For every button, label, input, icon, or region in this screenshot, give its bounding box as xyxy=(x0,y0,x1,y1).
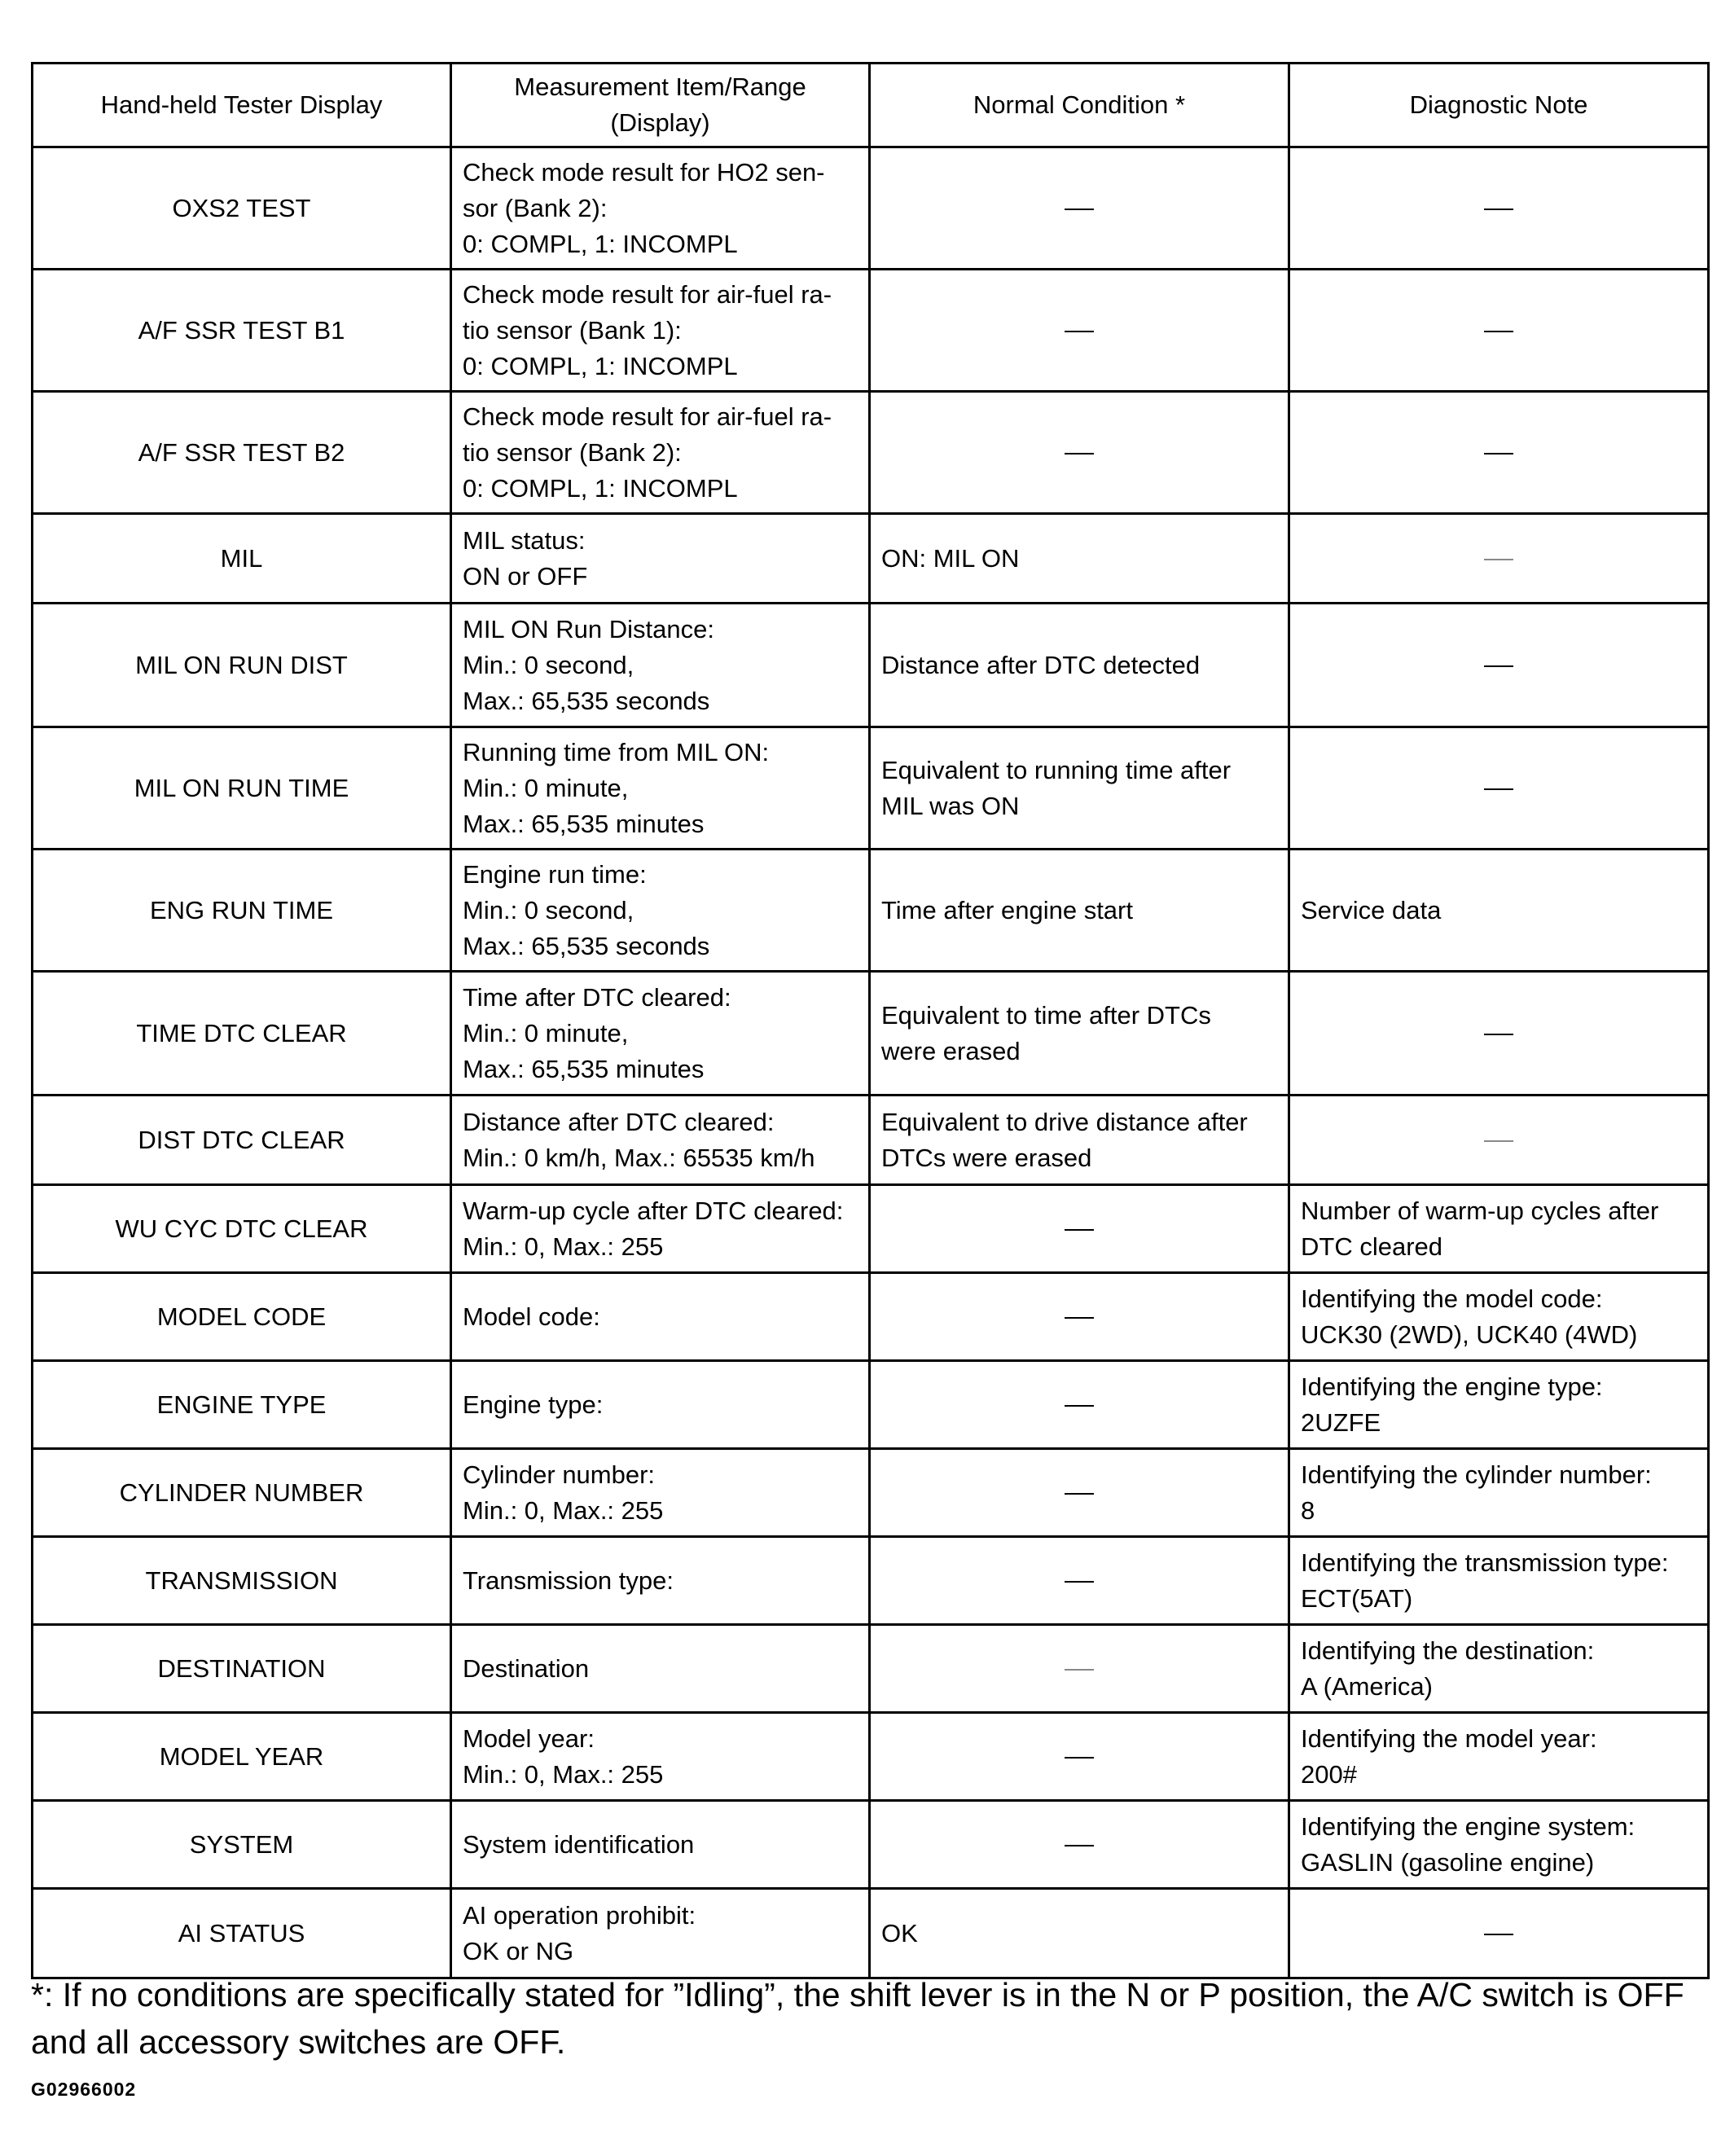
table-row xyxy=(33,1449,1709,1537)
cell-normal-condition: Equivalent to drive distance after DTCs were erased xyxy=(870,1096,1289,1185)
table-row xyxy=(33,1185,1709,1273)
cell-normal-condition: Distance after DTC detected xyxy=(870,604,1289,727)
cell-diagnostic-note xyxy=(1289,972,1709,1096)
cell-tester-display: MODEL CODE xyxy=(33,1273,451,1361)
cell-measurement-range: Check mode result for HO2 sen- sor (Bank 2): 0: COMPL, 1: INCOMPL xyxy=(451,147,870,270)
cell-tester-display: MIL ON RUN TIME xyxy=(33,727,451,850)
table-row xyxy=(33,604,1709,727)
cell-tester-display: WU CYC DTC CLEAR xyxy=(33,1185,451,1273)
cell-tester-display: TIME DTC CLEAR xyxy=(33,972,451,1096)
cell-tester-display: A/F SSR TEST B2 xyxy=(33,392,451,514)
cell-normal-condition xyxy=(870,147,1289,270)
header-diagnostic-note: Diagnostic Note xyxy=(1289,64,1709,147)
cell-measurement-range: Check mode result for air-fuel ra- tio sensor (Bank 2): 0: COMPL, 1: INCOMPL xyxy=(451,392,870,514)
cell-diagnostic-note: Number of warm-up cycles after DTC cleared xyxy=(1289,1185,1709,1273)
cell-measurement-range: Cylinder number: Min.: 0, Max.: 255 xyxy=(451,1449,870,1537)
cell-diagnostic-note: Identifying the model year: 200# xyxy=(1289,1713,1709,1801)
table-row xyxy=(33,392,1709,514)
table-row xyxy=(33,147,1709,270)
cell-tester-display: TRANSMISSION xyxy=(33,1537,451,1625)
cell-diagnostic-note: Identifying the engine type: 2UZFE xyxy=(1289,1361,1709,1449)
dash-mark xyxy=(1065,1845,1094,1846)
dash-mark xyxy=(1065,1757,1094,1759)
cell-normal-condition xyxy=(870,1361,1289,1449)
cell-measurement-range: Engine type: xyxy=(451,1361,870,1449)
dash-mark xyxy=(1065,1317,1094,1319)
cell-normal-condition: ON: MIL ON xyxy=(870,514,1289,604)
cell-diagnostic-note: Identifying the transmission type: ECT(5AT) xyxy=(1289,1537,1709,1625)
cell-measurement-range: Model code: xyxy=(451,1273,870,1361)
figure-id: G02966002 xyxy=(31,2079,137,2100)
cell-diagnostic-note xyxy=(1289,147,1709,270)
cell-normal-condition xyxy=(870,1449,1289,1537)
cell-diagnostic-note xyxy=(1289,392,1709,514)
cell-tester-display: DIST DTC CLEAR xyxy=(33,1096,451,1185)
header-tester-display: Hand-held Tester Display xyxy=(33,64,451,147)
table-row xyxy=(33,1889,1709,1978)
cell-tester-display: CYLINDER NUMBER xyxy=(33,1449,451,1537)
cell-measurement-range: System identification xyxy=(451,1801,870,1889)
dash-mark xyxy=(1484,1934,1513,1935)
cell-measurement-range: Check mode result for air-fuel ra- tio sensor (Bank 1): 0: COMPL, 1: INCOMPL xyxy=(451,270,870,392)
cell-diagnostic-note: Identifying the engine system: GASLIN (gasoline engine) xyxy=(1289,1801,1709,1889)
cell-diagnostic-note xyxy=(1289,604,1709,727)
dash-mark xyxy=(1065,453,1094,454)
cell-diagnostic-note xyxy=(1289,727,1709,850)
dash-mark xyxy=(1484,665,1513,667)
dash-mark xyxy=(1065,1493,1094,1495)
table-row xyxy=(33,1361,1709,1449)
table-container xyxy=(31,62,1707,1979)
footnote: *: If no conditions are specifically stated for ”Idling”, the shift lever is in the N or P position, the A/C switch is OFF and all accessory switches are OFF. xyxy=(31,1976,1684,2061)
cell-normal-condition xyxy=(870,1537,1289,1625)
dash-mark xyxy=(1065,1405,1094,1407)
table-row xyxy=(33,514,1709,604)
cell-tester-display: MODEL YEAR xyxy=(33,1713,451,1801)
table-header-row xyxy=(33,64,1709,147)
dash-mark xyxy=(1484,1034,1513,1035)
cell-measurement-range: Running time from MIL ON: Min.: 0 minute, Max.: 65,535 minutes xyxy=(451,727,870,850)
cell-normal-condition: Equivalent to time after DTCs were erased xyxy=(870,972,1289,1096)
table-row xyxy=(33,270,1709,392)
cell-normal-condition xyxy=(870,1801,1289,1889)
table-row xyxy=(33,1713,1709,1801)
dash-mark xyxy=(1065,1669,1094,1671)
dash-mark xyxy=(1484,453,1513,454)
table-row xyxy=(33,850,1709,972)
dash-mark xyxy=(1484,788,1513,790)
dash-mark xyxy=(1065,1581,1094,1583)
dash-mark xyxy=(1484,1140,1513,1142)
cell-diagnostic-note: Identifying the destination: A (America) xyxy=(1289,1625,1709,1713)
cell-diagnostic-note xyxy=(1289,270,1709,392)
dash-mark xyxy=(1065,209,1094,210)
cell-measurement-range: Distance after DTC cleared: Min.: 0 km/h, Max.: 65535 km/h xyxy=(451,1096,870,1185)
header-measurement-item: Measurement Item/Range (Display) xyxy=(451,64,870,147)
cell-normal-condition xyxy=(870,270,1289,392)
cell-tester-display: ENG RUN TIME xyxy=(33,850,451,972)
cell-diagnostic-note: Identifying the cylinder number: 8 xyxy=(1289,1449,1709,1537)
cell-diagnostic-note: Identifying the model code: UCK30 (2WD), UCK40 (4WD) xyxy=(1289,1273,1709,1361)
cell-measurement-range: Warm-up cycle after DTC cleared: Min.: 0, Max.: 255 xyxy=(451,1185,870,1273)
cell-normal-condition: Equivalent to running time after MIL was ON xyxy=(870,727,1289,850)
cell-normal-condition: Time after engine start xyxy=(870,850,1289,972)
cell-tester-display: MIL xyxy=(33,514,451,604)
cell-normal-condition xyxy=(870,1185,1289,1273)
table-row xyxy=(33,727,1709,850)
table-row xyxy=(33,972,1709,1096)
cell-measurement-range: Engine run time: Min.: 0 second, Max.: 65,535 seconds xyxy=(451,850,870,972)
cell-tester-display: OXS2 TEST xyxy=(33,147,451,270)
dash-mark xyxy=(1484,209,1513,210)
cell-tester-display: MIL ON RUN DIST xyxy=(33,604,451,727)
cell-measurement-range: Time after DTC cleared: Min.: 0 minute, Max.: 65,535 minutes xyxy=(451,972,870,1096)
table-row xyxy=(33,1096,1709,1185)
cell-normal-condition xyxy=(870,392,1289,514)
cell-tester-display: AI STATUS xyxy=(33,1889,451,1978)
header-normal-condition: Normal Condition * xyxy=(870,64,1289,147)
cell-tester-display: SYSTEM xyxy=(33,1801,451,1889)
cell-tester-display: DESTINATION xyxy=(33,1625,451,1713)
table-row xyxy=(33,1801,1709,1889)
cell-measurement-range: AI operation prohibit: OK or NG xyxy=(451,1889,870,1978)
cell-normal-condition: OK xyxy=(870,1889,1289,1978)
cell-diagnostic-note xyxy=(1289,514,1709,604)
cell-measurement-range: Transmission type: xyxy=(451,1537,870,1625)
table-body xyxy=(33,147,1709,1978)
dash-mark xyxy=(1484,559,1513,560)
cell-normal-condition xyxy=(870,1713,1289,1801)
cell-measurement-range: MIL status: ON or OFF xyxy=(451,514,870,604)
cell-normal-condition xyxy=(870,1273,1289,1361)
cell-measurement-range: Model year: Min.: 0, Max.: 255 xyxy=(451,1713,870,1801)
cell-measurement-range: MIL ON Run Distance: Min.: 0 second, Max.: 65,535 seconds xyxy=(451,604,870,727)
cell-tester-display: A/F SSR TEST B1 xyxy=(33,270,451,392)
cell-diagnostic-note xyxy=(1289,1889,1709,1978)
table-row xyxy=(33,1537,1709,1625)
dash-mark xyxy=(1065,331,1094,332)
cell-tester-display: ENGINE TYPE xyxy=(33,1361,451,1449)
table-row xyxy=(33,1625,1709,1713)
dash-mark xyxy=(1065,1229,1094,1231)
table-row xyxy=(33,1273,1709,1361)
tester-data-table xyxy=(31,62,1710,1979)
cell-normal-condition xyxy=(870,1625,1289,1713)
cell-measurement-range: Destination xyxy=(451,1625,870,1713)
cell-diagnostic-note xyxy=(1289,1096,1709,1185)
dash-mark xyxy=(1484,331,1513,332)
cell-diagnostic-note: Service data xyxy=(1289,850,1709,972)
